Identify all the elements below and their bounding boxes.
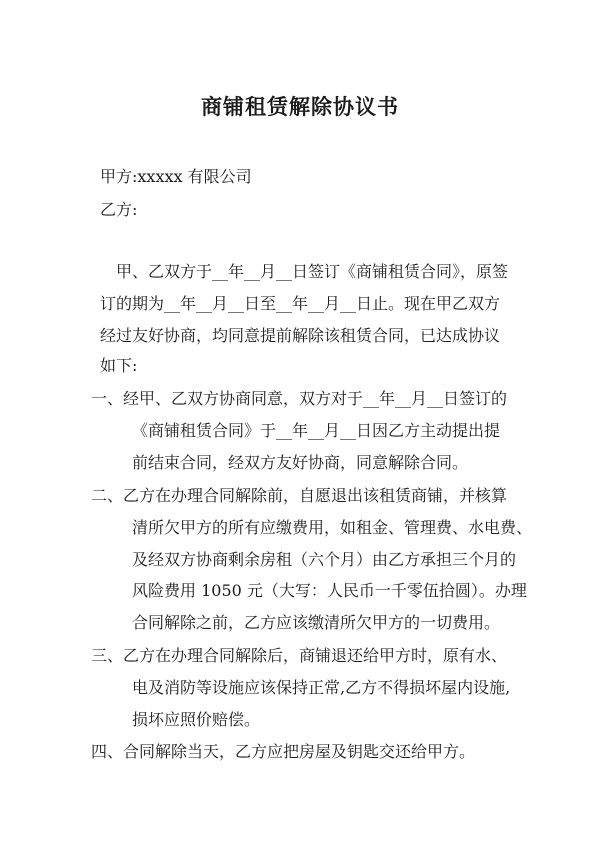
intro-line: 订的期为__年__月__日至__年__月__日止。现在甲乙双方 xyxy=(100,294,501,313)
clause-2-line: 清所欠甲方的所有应缴费用，如租金、管理费、水电费、 xyxy=(132,518,533,537)
clause-2-line: 二、乙方在办理合同解除前，自愿退出该租赁商铺，并核算 xyxy=(91,486,508,505)
intro-line: 经过友好协商，均同意提前解除该租赁合同，已达成协议 xyxy=(100,326,501,345)
party-a-line: 甲方:xxxxx 有限公司 xyxy=(100,167,252,186)
clause-4-line: 四、合同解除当天，乙方应把房屋及钥匙交还给甲方。 xyxy=(91,742,476,761)
clause-1-line: 一、经甲、乙双方协商同意，双方对于__年__月__日签订的 xyxy=(91,389,508,408)
clause-1-line: 前结束合同，经双方友好协商，同意解除合同。 xyxy=(132,453,469,472)
clause-3-line: 三、乙方在办理合同解除后，商铺退还给甲方时，原有水、 xyxy=(91,646,508,665)
clause-3-line: 电及消防等设施应该保持正常,乙方不得损坏屋内设施, xyxy=(132,678,511,697)
clause-3-line: 损坏应照价赔偿。 xyxy=(132,710,261,729)
clause-2-line: 风险费用 1050 元（大写：人民币一千零伍拾圆）。办理 xyxy=(132,581,527,600)
clause-2-line: 及经双方协商剩余房租（六个月）由乙方承担三个月的 xyxy=(132,550,517,569)
document-title: 商铺租赁解除协议书 xyxy=(201,94,399,119)
party-b-line: 乙方: xyxy=(100,200,138,219)
intro-line: 如下: xyxy=(100,356,138,375)
clause-2-line: 合同解除之前，乙方应该缴清所欠甲方的一切费用。 xyxy=(132,613,501,632)
clause-1-line: 《商铺租赁合同》于__年__月__日因乙方主动提出提 xyxy=(132,421,501,440)
intro-line: 甲、乙双方于__年__月__日签订《商铺租赁合同》，原签 xyxy=(116,262,509,281)
